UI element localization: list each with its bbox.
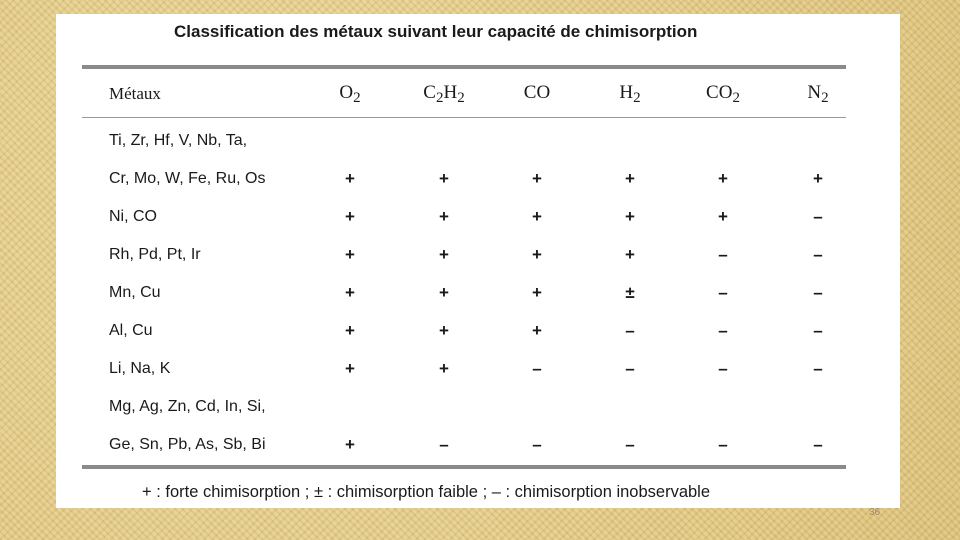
table-bottom-rule — [82, 465, 846, 469]
table-cell-mark: – — [813, 283, 823, 302]
table-cell-mark: + — [439, 169, 449, 188]
table-cell-mark: – — [813, 245, 823, 264]
table-cell-mark: + — [532, 169, 542, 188]
table-cell-mark: – — [625, 321, 635, 340]
table-cell-mark: + — [813, 169, 823, 188]
table-cell-mark: + — [439, 207, 449, 226]
table-cell-mark: – — [813, 207, 823, 226]
table-cell-mark: + — [345, 321, 355, 340]
table-row-metals: Ge, Sn, Pb, As, Sb, Bi — [109, 436, 266, 453]
table-cell-mark: – — [532, 435, 542, 454]
table-cell-mark: – — [718, 245, 728, 264]
table-cell-mark: – — [625, 359, 635, 378]
header-metals: Métaux — [109, 84, 161, 103]
table-cell-mark: + — [718, 207, 728, 226]
table-cell-mark: – — [532, 359, 542, 378]
header-c2h2: $C_2H_2$ — [423, 82, 465, 106]
table-row-metals: Rh, Pd, Pt, Ir — [109, 246, 201, 263]
table-row-metals: Cr, Mo, W, Fe, Ru, Os — [109, 170, 266, 187]
table-cell-mark: + — [625, 245, 635, 264]
table-cell-mark: + — [345, 435, 355, 454]
table-cell-mark: – — [813, 359, 823, 378]
table-cell-mark: – — [813, 435, 823, 454]
table-cell-mark: + — [439, 283, 449, 302]
header-co: CO — [523, 82, 551, 103]
table-cell-mark: + — [439, 359, 449, 378]
table-cell-mark: – — [718, 359, 728, 378]
table-row-metals: Mn, Cu — [109, 284, 161, 301]
table-cell-mark: – — [718, 321, 728, 340]
header-divider — [82, 117, 846, 118]
table-cell-mark: + — [532, 207, 542, 226]
header-co2: $CO_2$ — [706, 82, 740, 106]
table-cell-mark: + — [439, 245, 449, 264]
legend: + : forte chimisorption ; ± : chimisorption faible ; – : chimisorption inobservable — [142, 483, 711, 501]
table-cell-mark: + — [345, 245, 355, 264]
table-cell-mark: – — [718, 435, 728, 454]
table-row-metals: Mg, Ag, Zn, Cd, In, Si, — [109, 398, 266, 415]
header-h2: $H_2$ — [619, 82, 641, 106]
table-cell-mark: – — [718, 283, 728, 302]
table-row-metals: Li, Na, K — [109, 360, 171, 377]
table-cell-mark: + — [345, 283, 355, 302]
slide-number: 36 — [869, 507, 881, 518]
content-panel — [56, 14, 900, 508]
table-cell-mark: + — [439, 321, 449, 340]
table-row-metals: Ni, CO — [109, 208, 157, 225]
table-cell-mark: – — [625, 435, 635, 454]
page-title: Classification des métaux suivant leur capacité de chimisorption — [174, 22, 698, 41]
table-cell-mark: + — [532, 321, 542, 340]
header-o2: $O_2$ — [339, 82, 361, 106]
table-cell-mark: + — [345, 359, 355, 378]
table-cell-mark: + — [625, 169, 635, 188]
table-cell-mark: – — [813, 321, 823, 340]
header-n2: $N_2$ — [807, 82, 829, 106]
table-cell-mark: + — [532, 283, 542, 302]
table-row-metals: Ti, Zr, Hf, V, Nb, Ta, — [109, 132, 248, 149]
table-cell-mark: + — [532, 245, 542, 264]
table-cell-mark: – — [439, 435, 449, 454]
table-cell-mark: ± — [625, 283, 635, 302]
table-cell-mark: + — [345, 207, 355, 226]
table-top-rule — [82, 65, 846, 69]
table-cell-mark: + — [625, 207, 635, 226]
table-row-metals: Al, Cu — [109, 322, 153, 339]
table-cell-mark: + — [718, 169, 728, 188]
table-cell-mark: + — [345, 169, 355, 188]
